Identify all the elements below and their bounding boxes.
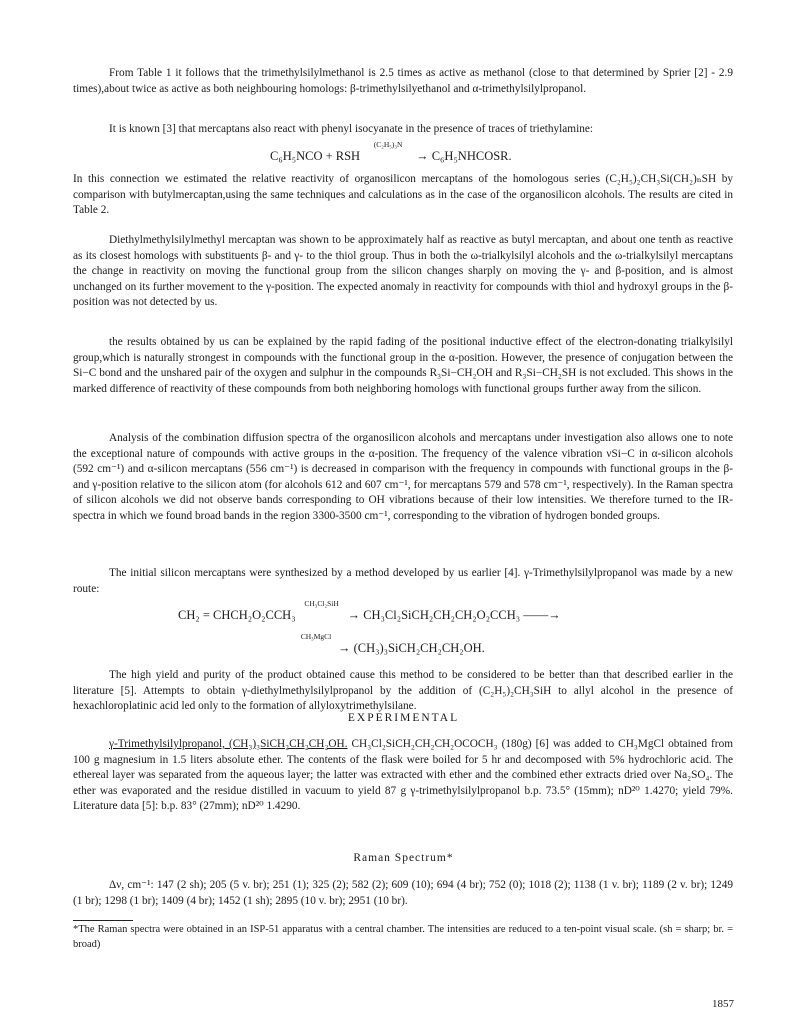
equation-2 (178, 599, 561, 623)
compound-title: γ-Trimethylsilylpropanol, (CH₃)₃SiCH₂CH₂CH₂OH. (109, 738, 348, 750)
paragraph-6: Analysis of the combination diffusion spectra of the organosilicon alcohols and mercaptans under investigation also allows one to note the exceptional nature of compounds with active groups in the α-position. The frequency of the valence vibration νSi−C in α-silicon alcohols (592 cm⁻¹) and α-silicon mercaptans (556 cm⁻¹) is decreased in comparison with the frequency in compounds with functional groups in the β- and γ-position relative to the silicon atom (for alcohols 612 and 607 cm⁻¹, for mercaptans 579 and 578 cm⁻¹, respectively). In the Raman spectra of silicon alcohols we did not observe bands corresponding to OH vibrations because of their low intensities. We therefore turned to the IR-spectra in which we found broad bands in the region 3300-3500 cm⁻¹, corresponding to the vibration of hydrogen bonded groups. (73, 432, 733, 522)
paragraph-3: In this connection we estimated the relative reactivity of organosilicon mercaptans of the homologous series (C₂H₅)₂CH₃Si(CH₂)ₙSH by comparison with butylmercaptan,using the same techniques and calculations as in the case of the organosilicon alcohols. The results are cited in Table 2. (73, 173, 733, 217)
paragraph-1: From Table 1 it follows that the trimethylsilylmethanol is 2.5 times as active as methanol (close to that determined by Sprier [2] - 2.9 times),about twice as active as both neighbouring homologs: β-trimethylsilyethanol and α-trimethylsilylpropanol. (73, 67, 733, 95)
equation-2-left: CH₂ = CHCH₂O₂CCH₃ (178, 608, 296, 622)
equation-3-right: → (CH₃)₃SiCH₂CH₂CH₂OH. (338, 641, 485, 655)
paragraph-9 (73, 737, 733, 815)
equation-3-arrow (294, 632, 338, 656)
paragraph-2: It is known [3] that mercaptans also react with phenyl isocyanate in the presence of traces of triethylamine: (109, 123, 594, 135)
equation-2-reagent: CH₃Cl₂SiH (304, 599, 339, 608)
paragraph-8: The high yield and purity of the product obtained cause this method to be considered to be better than that described earlier in the literature [5]. Attempts to obtain γ-diethylmethylsilylpropanol by the addition of (C₂H₅)₂CH₃SiH to allyl alcohol in the presence of hexachloroplatinic acid led only to the formation of allyloxytrimethylsilane. (73, 669, 733, 713)
equation-3 (294, 632, 485, 656)
equation-1-arrow (360, 140, 416, 164)
page-number: 1857 (712, 998, 734, 1010)
equation-1-right: → C₆H₅NHCOSR. (416, 149, 512, 163)
equation-1-left: C₆H₅NCO + RSH (270, 149, 361, 163)
paragraph-7: The initial silicon mercaptans were synthesized by a method developed by us earlier [4]. γ-Trimethylsilylpropanol was made by a new route: (73, 567, 733, 595)
compound-procedure: CH₃Cl₂SiCH₂CH₂CH₂OCOCH₃ (180g) [6] was added to CH₃MgCl obtained from 100 g magnesium in 1.5 liters absolute ether. The contents of the flask were boiled for 5 hr and decomposed with 5% hydrochloric acid. The ethereal layer was separated from the aqueous layer; the latter was extracted with ether and the combined ether extracts dried over Na₂SO₄. The ether was evaporated and the residue distilled in vacuum to yield 87 g γ-trimethylsilylpropanol b.p. 73.5° (15mm); nD²⁰ 1.4270; yield 79%. Literature data [5]: b.p. 83° (27mm); nD²⁰ 1.4290. (73, 738, 734, 813)
footnote-divider (73, 920, 133, 921)
equation-3-reagent: CH₃MgCl (300, 632, 332, 641)
equation-2-right: → CH₃Cl₂SiCH₂CH₂CH₂O₂CCH₃ ——→ (347, 608, 561, 622)
experimental-heading: EXPERIMENTAL (347, 712, 460, 724)
equation-1 (270, 140, 512, 164)
footnote: *The Raman spectra were obtained in an ISP-51 apparatus with a central chamber. The intensities are reduced to a ten-point visual scale. (sh = sharp; br. = broad) (73, 924, 733, 950)
raman-heading: Raman Spectrum* (353, 852, 454, 864)
equation-1-catalyst: (C₂H₅)₃N (373, 140, 403, 149)
paragraph-4: Diethylmethylsilylmethyl mercaptan was shown to be approximately half as reactive as butyl mercaptan, and about one tenth as reactive as its closest homologs with substituents β- and γ- to the thiol group. Thus in both the ω-trialkylsilyl alcohols and the ω-trialkylsilyl mercaptans the change in reactivity on moving the functional group from the silicon changes sharply on moving the γ- and β-position, and is almost unchanged on its further movement to the γ-position. The expected anomaly in reactivity for compounds with thiol and hydroxyl groups in the β-position was not detected by us. (73, 234, 733, 309)
equation-2-arrow (296, 599, 348, 623)
raman-data: Δν, cm⁻¹: 147 (2 sh); 205 (5 v. br); 251 (1); 325 (2); 582 (2); 609 (10); 694 (4 br); 752 (0); 1018 (2); 1138 (1 v. br); 1189 (2 v. br); 1249 (1 br); 1298 (1 br); 1409 (4 br); 1452 (1 sh); 2895 (10 v. br); 2951 (10 br). (73, 879, 733, 907)
paragraph-5: the results obtained by us can be explained by the rapid fading of the positional inductive effect of the electron-donating trialkylsilyl group,which is naturally strongest in compounds with the functional group in the α-position. However, the presence of conjugation between the Si−C bond and the unshared pair of the oxygen and sulphur in the compounds R₃Si−CH₂OH and R₃Si−CH₂SH is not excluded. This shows in the marked difference of reactivity of these compounds from both neighboring homologs with functional groups further away from the silicon. (73, 336, 733, 395)
